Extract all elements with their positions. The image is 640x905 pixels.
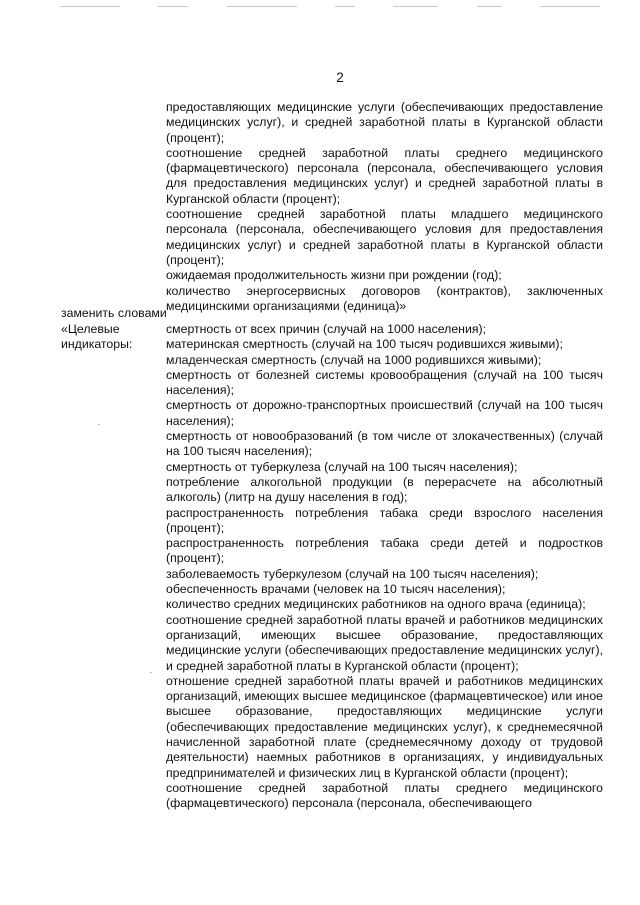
- top-item: соотношение средней заработной платы среднего медицинского (фармацевтического) персонала (персонала, обеспечивающего условия для предоставления медицинских услуг) и средней заработной платы в Курганской области (процент);: [166, 145, 603, 206]
- indicator-item: отношение средней заработной платы врачей и работников медицинских организаций, имеющих высшее медицинское (фармацевтическое) или иное высшее образование, предоставляющих медицинские услуги (обеспечивающих предоставление медицинских услуг), к среднемесячной начисленной заработной плате (среднемесячному доходу от трудовой деятельности) наемных работников в организациях, у индивидуальных предпринимателей и физических лиц в Курганской области (процент);: [166, 673, 603, 780]
- indicator-item: потребление алкогольной продукции (в перерасчете на абсолютный алкоголь) (литр на душу населения в год);: [166, 474, 603, 505]
- indicators-label: «Целевые индикаторы:: [61, 322, 133, 352]
- indicator-item: смертность от болезней системы кровообращения (случай на 100 тысяч населения);: [166, 367, 603, 398]
- indicator-item: младенческая смертность (случай на 1000 родившихся живыми);: [166, 352, 542, 367]
- scan-artifact-top: [60, 6, 600, 10]
- scan-speck: [150, 672, 152, 673]
- indicator-item: смертность от туберкулеза (случай на 100 тысяч населения);: [166, 459, 518, 474]
- indicator-item: обеспеченность врачами (человек на 10 тысяч населения);: [166, 582, 506, 597]
- scan-speck: [98, 424, 100, 425]
- indicator-item: распространенность потребления табака среди детей и подростков (процент);: [166, 536, 603, 566]
- indicator-item: смертность от всех причин (случай на 1000 населения);: [166, 322, 486, 336]
- top-item: количество энергосервисных договоров (контрактов), заключенных медицинскими организациями (единица)»: [166, 283, 603, 313]
- top-item-list: [166, 100, 603, 314]
- top-item: соотношение средней заработной платы младшего медицинского персонала (персонала, обеспечивающего условия для предоставления медицинских услуг) и средней заработной платы в Курганской области (процент);: [166, 207, 603, 267]
- indicator-item: соотношение средней заработной платы врачей и работников медицинских организаций, имеющих высшее образование, предоставляющих медицинские услуги (обеспечивающих предоставление медицинских услуг), и средней заработной платы в Курганской области (процент);: [166, 612, 603, 673]
- indicator-item: соотношение средней заработной платы среднего медицинского (фармацевтического) персонала (персонала, обеспечивающего: [166, 780, 603, 811]
- replace-instruction: заменить словами: [61, 306, 167, 320]
- indicator-item: количество средних медицинских работников на одного врача (единица);: [166, 597, 586, 612]
- target-indicators-row: [61, 322, 606, 812]
- indicator-item: смертность от новообразований (в том числе от злокачественных) (случай на 100 тысяч населения);: [166, 429, 603, 459]
- indicator-list: [166, 322, 603, 812]
- indicator-item: смертность от дорожно-транспортных происшествий (случай на 100 тысяч населения);: [166, 398, 603, 428]
- page-number: 2: [336, 70, 344, 85]
- indicator-item: распространенность потребления табака среди взрослого населения (процент);: [166, 505, 603, 535]
- top-item: ожидаемая продолжительность жизни при рождении (год);: [166, 268, 502, 283]
- indicator-item: материнская смертность (случай на 100 тысяч родившихся живыми);: [166, 337, 563, 352]
- top-item: предоставляющих медицинские услуги (обеспечивающих предоставление медицинских услуг), и средней заработной платы в Курганской области (процент);: [166, 100, 603, 145]
- indicator-item: заболеваемость туберкулезом (случай на 100 тысяч населения);: [166, 566, 539, 581]
